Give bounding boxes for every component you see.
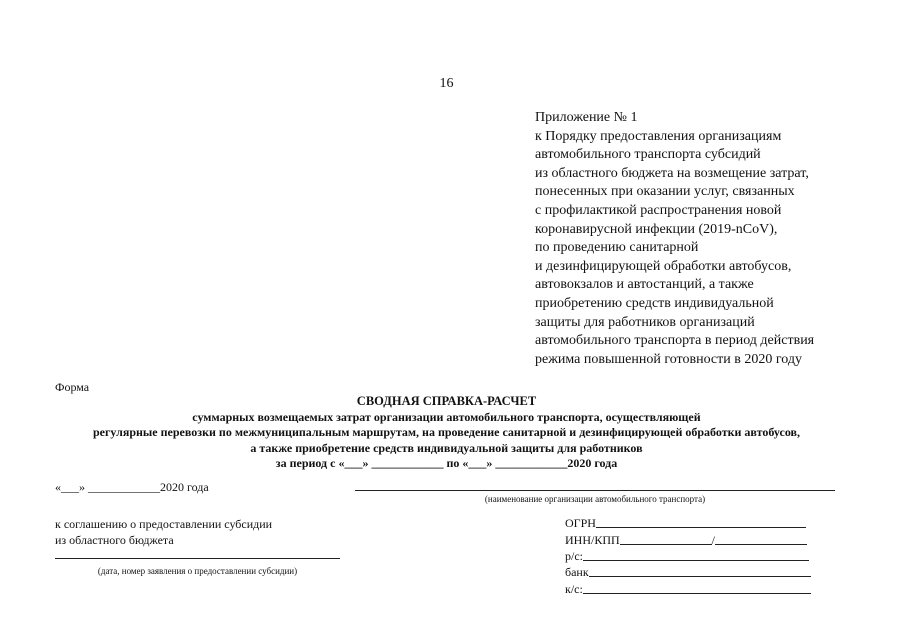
appendix-line: автомобильного транспорта субсидий xyxy=(535,147,761,163)
agreement-underline xyxy=(55,558,340,559)
appendix-line: и дезинфицирующей обработки автобусов, xyxy=(535,258,792,274)
inn-field xyxy=(565,531,807,548)
ks-label: к/с: xyxy=(565,582,583,596)
agreement-line: к соглашению о предоставлении субсидии xyxy=(55,517,273,531)
kpp-line xyxy=(715,544,807,545)
ogrn-field xyxy=(565,514,806,531)
ogrn-line xyxy=(596,527,806,528)
ks-field xyxy=(565,580,811,597)
title-line: а также приобретение средств индивидуальной защиты для работников xyxy=(250,440,643,455)
agreement-caption: (дата, номер заявления о предоставлении субсидии) xyxy=(97,566,298,576)
appendix-line: автовокзалов и автостанций, а также xyxy=(535,277,754,293)
rs-label: р/с: xyxy=(565,549,583,563)
bank-label: банк xyxy=(565,565,589,579)
appendix-line: из областного бюджета на возмещение затрат, xyxy=(535,165,809,181)
ogrn-label: ОГРН xyxy=(565,516,596,530)
appendix-line: к Порядку предоставления организациям xyxy=(535,128,782,144)
inn-label: ИНН/КПП xyxy=(565,533,620,547)
org-name-caption: (наименование организации автомобильного транспорта) xyxy=(484,494,706,504)
appendix-line: по проведению санитарной xyxy=(535,240,699,256)
title-line: регулярные перевозки по межмуниципальным маршрутам, на проведение санитарной и дезинфицирующей обработки автобусов, xyxy=(92,425,801,439)
ks-line xyxy=(583,593,811,594)
appendix-line: автомобильного транспорта в период действия xyxy=(535,333,815,349)
bank-line xyxy=(589,576,811,577)
inn-kpp-separator: / xyxy=(711,533,716,547)
date-field: «___» ____________2020 года xyxy=(55,480,209,494)
appendix-line: Приложение № 1 xyxy=(535,110,638,125)
page-number: 16 xyxy=(439,76,454,91)
appendix-line: приобретению средств индивидуальной xyxy=(535,295,774,311)
agreement-line: из областного бюджета xyxy=(55,533,174,547)
rs-line xyxy=(583,560,809,561)
inn-line xyxy=(620,544,712,545)
document-title xyxy=(0,394,893,472)
appendix-line: защиты для работников организаций xyxy=(535,314,755,330)
org-name-line xyxy=(355,490,835,491)
appendix-line: режима повышенной готовности в 2020 году xyxy=(535,351,802,367)
title-main: СВОДНАЯ СПРАВКА-РАСЧЕТ xyxy=(356,394,537,408)
title-line: суммарных возмещаемых затрат организации автомобильного транспорта, осуществляющей xyxy=(192,409,701,424)
form-label: Форма xyxy=(55,380,90,394)
bank-field xyxy=(565,563,811,580)
appendix-block xyxy=(535,109,814,369)
agreement-block xyxy=(55,516,272,548)
rs-field xyxy=(565,547,809,564)
appendix-line: с профилактикой распространения новой xyxy=(535,202,782,218)
appendix-line: коронавирусной инфекции (2019-nCoV), xyxy=(535,221,778,237)
title-period: за период с «___» ____________ по «___» ____________2020 года xyxy=(275,456,618,470)
appendix-line: понесенных при оказании услуг, связанных xyxy=(535,184,795,200)
